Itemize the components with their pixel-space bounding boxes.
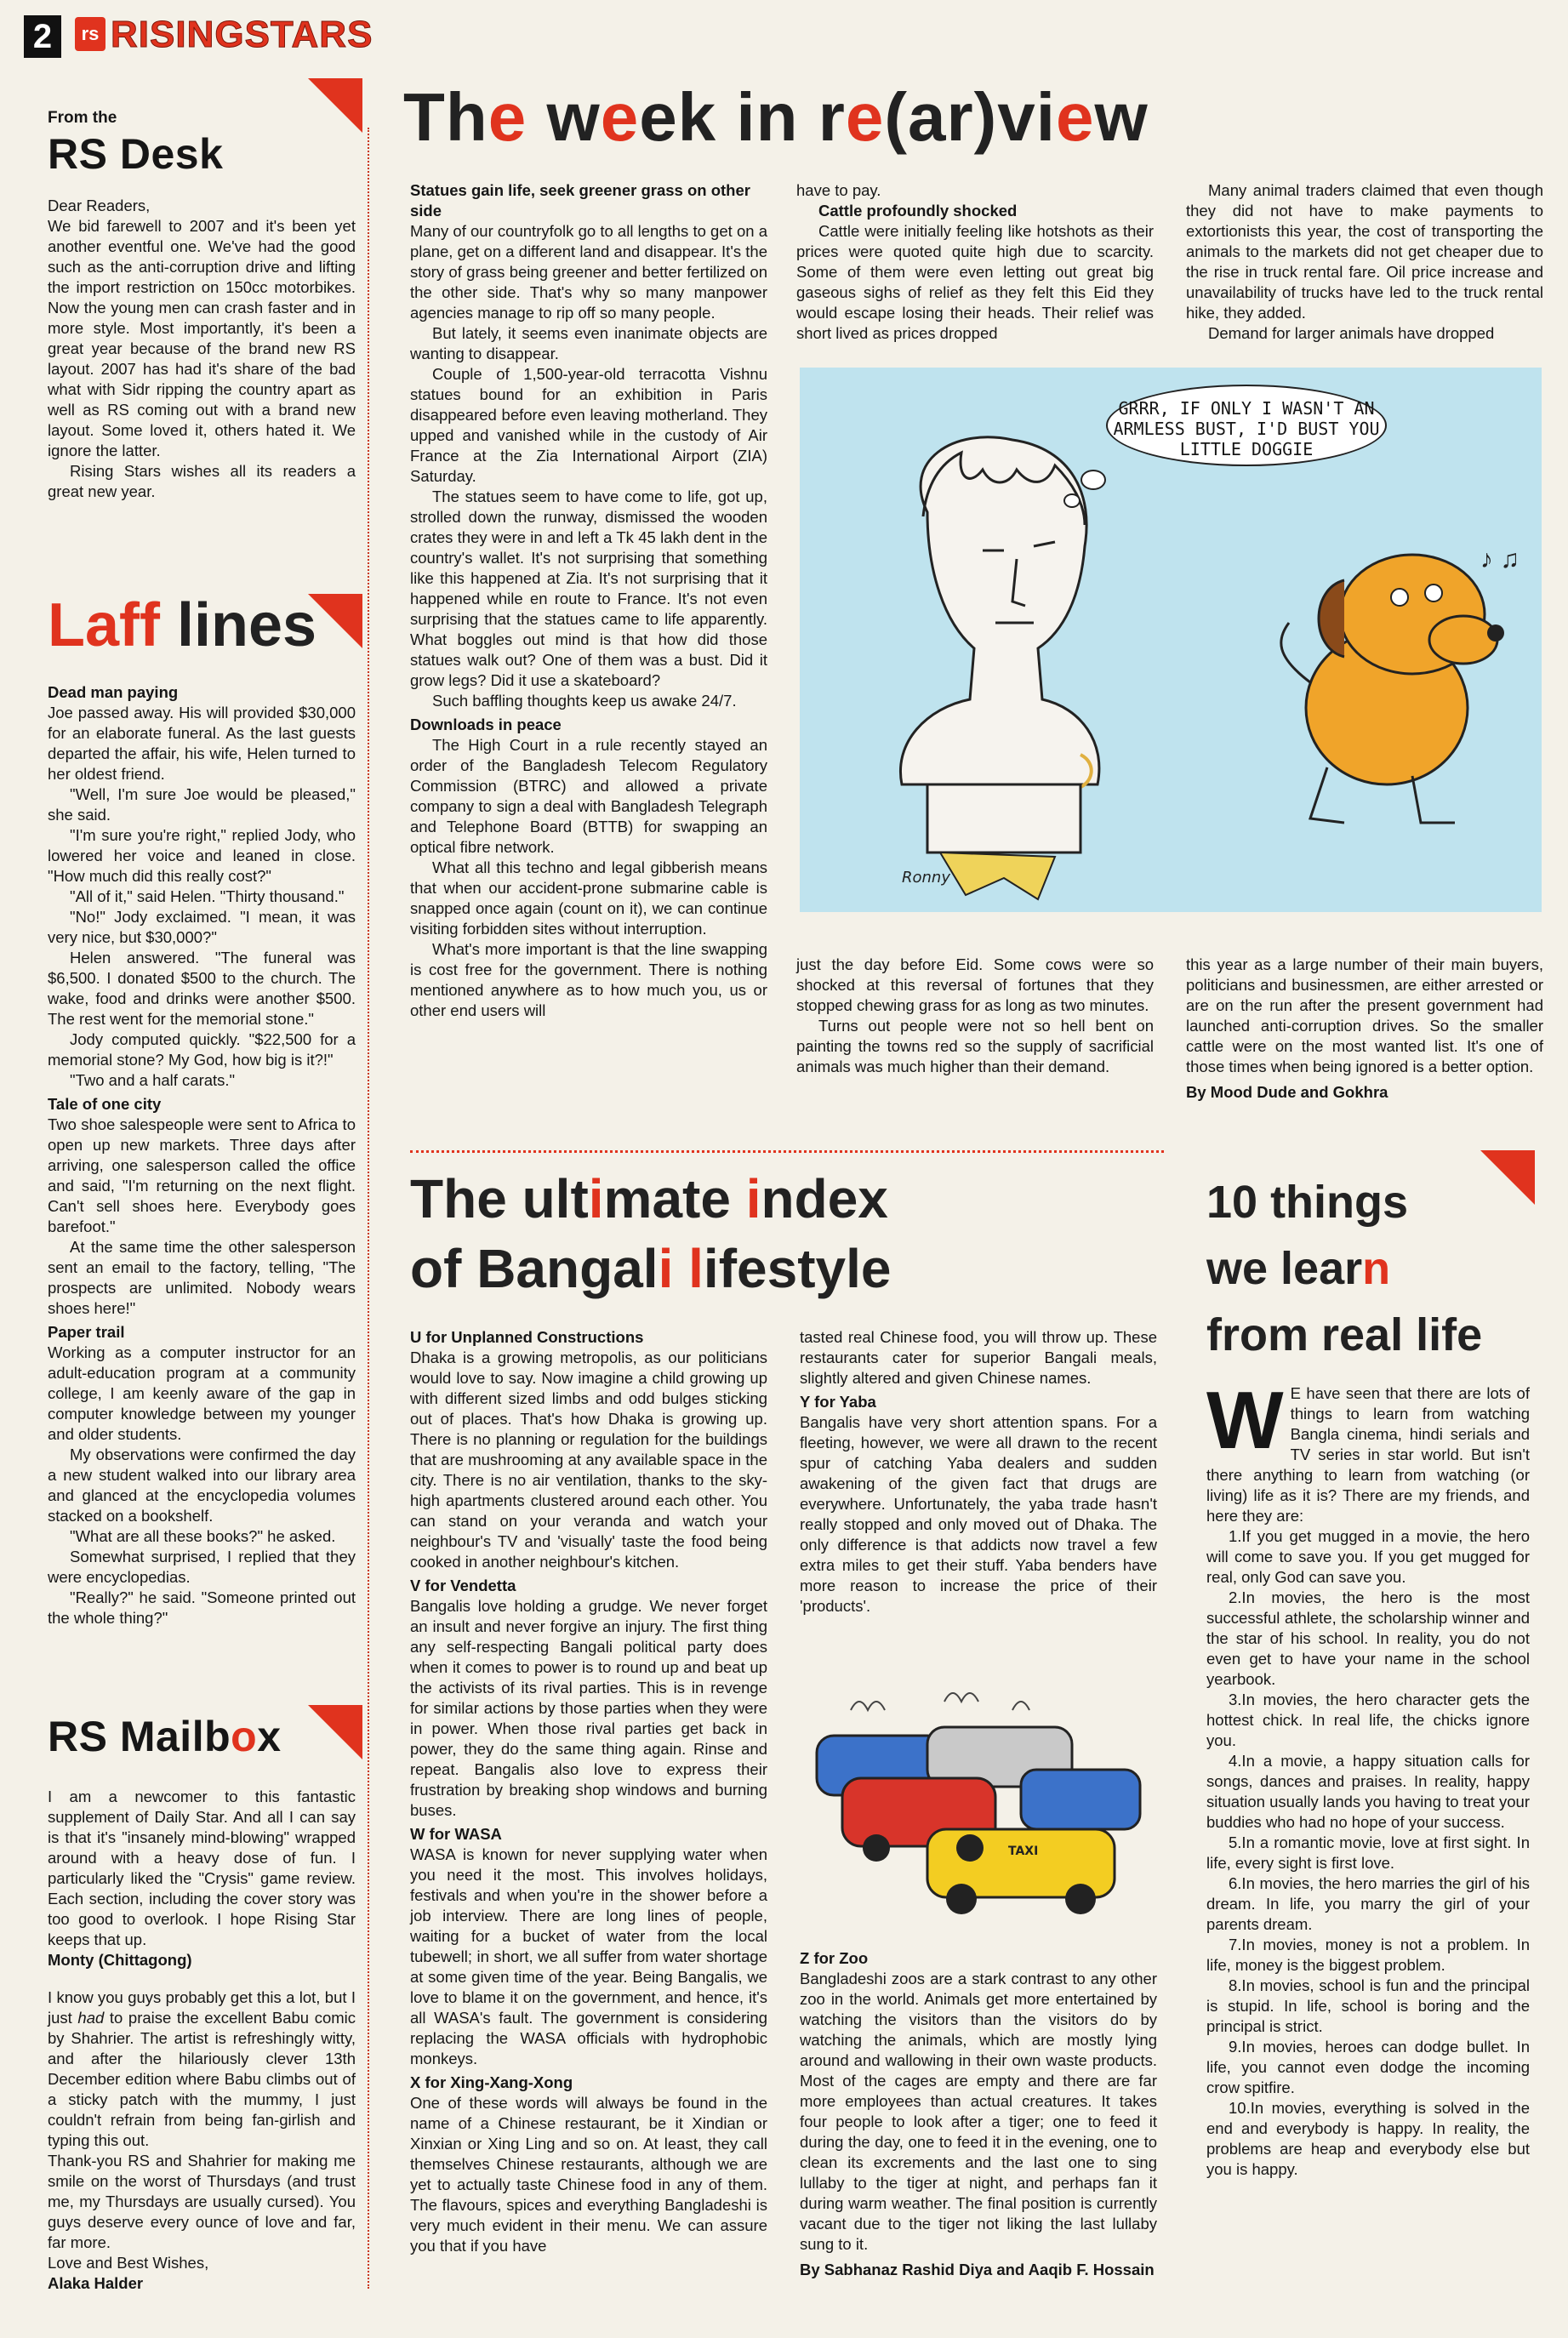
paragraph: WASA is known for never supplying water when you need it the most. This involves holidays, festivals and when you're in the shower before a job interview. There are long lines of people, waiting for a bucket of water from the local tubewell; in short, we all suffer from water shortage at some given time of the year. Being Bangalis, we love to blame it on the government, and hence, it's all WASA's fault. The government is considering replacing the WASA officials with hydrophobic monkeys. (410, 1845, 767, 2067)
title-part: x (257, 1713, 282, 1760)
paragraph: Bangladeshi zoos are a stark contrast to any other zoo in the world. Animals get more entertained by watching the visitors than the visitors do by watching the animals, which are mostly lying around and wallowing in their own waste products. Most of the cages are empty and there are far more employees than actual creatures. It takes four people to look after a tiger; one to feed it during the day, one to feed it in the evening, one to clean its excrements and the last one to sing lullaby to the tiger at night, and perhaps fan it during warm weather. The final position is currently vacant due to the tiger not liking the last lullaby sung to it. (800, 1970, 1157, 2253)
week-col-1 (410, 180, 767, 1021)
title-part: i (588, 1168, 604, 1229)
rs-desk-kicker: From the (48, 109, 117, 127)
masthead: RISINGSTARS (111, 14, 373, 55)
paragraph: One of these words will always be found in the name of a Chinese restaurant, be it Xindian or Xinxian or Xing Ling and so on. At least, they call themselves Chinese restaurants, although we are yet to actually taste Chinese food in any of them. The flavours, spices and everything Bangladeshi is very much evident in their menu. We can assure you that if you have (410, 2094, 767, 2255)
title-part: (ar)vi (884, 79, 1056, 155)
index-title (410, 1164, 891, 1303)
letter-paragraph: Thank-you RS and Shahrier for making me smile on the worst of Thursdays (and trust me, my Thursdays are usually cursed). You guys deserve every ounce of love and far, far more. (48, 2152, 356, 2251)
cartoonist-signature: Ronny (902, 869, 950, 887)
paragraph: just the day before Eid. Some cows were so shocked at this reversal of fortunes that they stopped chewing grass for as long as two minutes. (796, 955, 1154, 1014)
letter-closing: Love and Best Wishes, (48, 2254, 209, 2272)
text-run: E have seen that there are lots of things to learn from watching Bangla cinema, hindi serials and TV series in star world. But isn't there anything to learn from watching (or living) life as it is? There are my friends, and here they are: (1206, 1384, 1530, 1525)
section-divider (410, 1150, 1164, 1153)
drop-cap: W (1206, 1375, 1284, 1466)
list-item: 4.In a movie, a happy situation calls for songs, dances and praises. In reality, happy situation usually lands you having to treat your buddies who had no hope of your success. (1206, 1752, 1530, 1831)
text-run: to praise the excellent Babu comic by Shahrier. The artist is refreshingly witty, and after the hilariously clever 13th December edition where Babu climbs out of a sticky patch with the mummy, I just couldn't refrain from being fan-girlish and typing this out. (48, 2009, 356, 2149)
title-part: Th (403, 79, 488, 155)
paragraph: "All of it," said Helen. "Thirty thousand." (70, 887, 345, 905)
emphasis: had (77, 2009, 105, 2027)
title-part: e (1055, 79, 1095, 155)
title-line (410, 1234, 891, 1303)
joke-heading: Tale of one city (48, 1095, 162, 1113)
laff-lines-title (48, 590, 316, 660)
paragraph: "Really?" he said. "Someone printed out the whole thing?" (48, 1588, 356, 1627)
title-part: The ult (410, 1168, 589, 1229)
list-item: 3.In movies, the hero character gets the hottest chick. In real life, the chicks ignore you. (1206, 1691, 1530, 1749)
index-col-2-bottom (800, 1948, 1157, 2280)
story-heading: Cattle profoundly shocked (818, 202, 1018, 220)
dog-ear (1319, 580, 1344, 657)
title-part: w (1094, 79, 1149, 155)
ten-things-title (1206, 1169, 1482, 1368)
story-heading: Statues gain life, seek greener grass on other side (410, 181, 750, 220)
paragraph: Two shoe salespeople were sent to Africa to open up new markets. Three days after arriving, one salesperson called the office and said, "I'm returning on the next flight. Can't sell shoes here. Everybody goes barefoot." (48, 1115, 356, 1235)
paragraph: Couple of 1,500-year-old terracotta Vishnu statues bound for an exhibition in Paris disappeared before even leaving motherland. They upped and vanished while in the custody of Air France at the Zia International Airport (ZIA) Saturday. (410, 365, 767, 485)
index-heading: Y for Yaba (800, 1393, 876, 1411)
letter-signature: Monty (Chittagong) (48, 1951, 192, 1969)
page-number: 2 (24, 15, 61, 58)
title-part: w (527, 79, 601, 155)
index-col-1 (410, 1327, 767, 2256)
paragraph: At the same time the other salesperson sent an email to the factory, telling, "The prospects are unlimited. Nobody wears shoes here!" (48, 1238, 356, 1317)
intro-paragraph (1206, 1375, 1530, 1526)
paragraph: "I'm sure you're right," replied Jody, who lowered her voice and leaned in close. "How much did this really cost?" (48, 826, 356, 885)
paragraph: Dear Readers, (48, 197, 151, 214)
wheel (956, 1834, 984, 1862)
motion-scribbles (851, 1693, 1029, 1710)
title-part: we lear (1206, 1243, 1363, 1294)
bust-pedestal (927, 784, 1080, 853)
car-blue-rear (1021, 1770, 1140, 1829)
title-part: l (688, 1238, 704, 1299)
letter-paragraph: I am a newcomer to this fantastic supplement of Daily Star. And all I can say is that it's "insanely mind-blowing" wrapped around with a heavy dose of fun. I particularly liked the "Crysis" game review. Each section, including the cover story was too good to overlook. I hope Rising Star keeps that up. (48, 1788, 356, 1948)
red-corner-marker (1480, 1150, 1535, 1205)
paragraph: "What are all these books?" he asked. (70, 1527, 336, 1545)
paragraph: But lately, it seems even inanimate objects are wanting to disappear. (410, 324, 767, 362)
title-part: i (658, 1238, 674, 1299)
paragraph: What all this techno and legal gibberish means that when our accident-prone submarine cable is snapped once again (count on it), we can continue visiting forbidden sites without interruption. (410, 858, 767, 938)
index-col-2-top (800, 1327, 1157, 1617)
list-item: 10.In movies, everything is solved in the end and everybody is happy. In reality, the problems are heap and everybody else but you is happy. (1206, 2099, 1530, 2178)
list-item: 1.If you get mugged in a movie, the hero will come to save you. If you get mugged for real, only God can save you. (1206, 1527, 1530, 1586)
paragraph: The statues seem to have come to life, got up, strolled down the runway, dismissed the wooden crates they were in and left a Tk 45 lakh dent in the country's wallet. It's not surprising that something like this happened at Zia. It's not surprising that it happened while en route to France. It's not even surprising that the statues came to life apparently. What boggles out mind is that how did those statues walk out? One of them was a bust. Did it grow legs? Did it use a skateboard? (410, 488, 767, 689)
byline: By Mood Dude and Gokhra (1186, 1083, 1388, 1101)
paragraph: Helen answered. "The funeral was $6,500. I donated $500 to the church. The wake, food and drinks were another $500. The rest went for the memorial stone." (48, 949, 356, 1028)
week-col-2-top (796, 180, 1154, 344)
paragraph: Many of our countryfolk go to all lengths to get on a plane, get on a different land and disappear. It's the story of grass being greener and better fertilized on the other side. That's why so many manpower agencies manage to rip off so many people. (410, 222, 767, 322)
list-item: 2.In movies, the hero is the most successful athlete, the scholarship winner and the star of his school. In reality, you do not even get to have your name in the school yearbook. (1206, 1588, 1530, 1688)
title-part: o (231, 1713, 258, 1760)
text-run: I know you guys probably get this a lot, but I just (48, 1988, 356, 2027)
title-part: lines (159, 591, 317, 659)
paragraph: "Two and a half carats." (70, 1071, 236, 1089)
joke-heading: Dead man paying (48, 683, 179, 701)
paragraph: Such baffling thoughts keep us awake 24/7. (432, 692, 737, 710)
index-heading: X for Xing-Xang-Xong (410, 2073, 573, 2091)
paragraph: Rising Stars wishes all its readers a great new year. (48, 462, 356, 500)
title-part: e (845, 79, 885, 155)
paragraph: Many animal traders claimed that even though they did not have to make payments to extortionists this year, the cost of transporting the animals to the markets did not get cheaper due to the rise in truck rental fare. Oil price increase and unavailability of trucks have led to the truck rental hike, they added. (1186, 181, 1543, 322)
joke-heading: Paper trail (48, 1323, 125, 1341)
letter-paragraph (48, 1987, 356, 2151)
index-heading: Z for Zoo (800, 1949, 869, 1967)
rs-mailbox-title (48, 1712, 282, 1761)
paragraph: The High Court in a rule recently stayed an order of the Bangladesh Telecom Regulatory Commission (BTRC) and allowed a private company to sign a deal with Bangladesh Telegraph and Telephone Board (BTTB) for swapping an optical fibre network. (410, 736, 767, 856)
paragraph: Working as a computer instructor for an adult-education program at a community college, I am keenly aware of the gap in computer knowledge between my younger and older students. (48, 1343, 356, 1443)
paragraph: Jody computed quickly. "$22,500 for a memorial stone? My God, how big is it?!" (48, 1030, 356, 1069)
title-part: e (600, 79, 640, 155)
paragraph: We bid farewell to 2007 and it's been yet another eventful one. We've had the good such as the anti-corruption drive and lifting the import restriction on 150cc motorbikes. Now the young men can crash faster and in more style. Most importantly, it's been a great year because of the brand new RS layout. 2007 has had it's share of the bad what with Sidr ripping the country apart as well as RS coming out with a brand new layout. Some loved it, others hated it. We ignore the latter. (48, 217, 356, 459)
title-part: n (1362, 1243, 1391, 1294)
story-heading: Downloads in peace (410, 716, 562, 733)
list-item: 7.In movies, money is not a problem. In life, money is the biggest problem. (1206, 1936, 1530, 1974)
list-item: 8.In movies, school is fun and the principal is stupid. In life, school is boring and the principal is strict. (1206, 1976, 1530, 2035)
paragraph: My observations were confirmed the day a new student walked into our library area and glanced at the encyclopedia volumes stacked on a bookshelf. (48, 1446, 356, 1525)
paragraph: Dhaka is a growing metropolis, as our politicians would love to say. Now imagine a child growing up with different sized limbs and odd bulges sticking out of places. That's how Dhaka is growing up. There is no planning or regulation for the buildings that are mushrooming at any available space in the city. There is no air ventilation, thanks to the sky-high apartments clustered around each other. You can stand on your veranda and watch your neighbour's TV and 'visually' taste the food being cooked in another neighbour's kitchen. (410, 1349, 767, 1571)
dog-tail (1281, 623, 1310, 682)
week-col-3-top (1186, 180, 1543, 344)
title-part: mate (603, 1168, 746, 1229)
dog-nose (1487, 624, 1504, 642)
rs-desk-body (48, 196, 356, 502)
title-line (410, 1164, 891, 1234)
rs-desk-title: RS Desk (48, 130, 224, 178)
week-title (403, 78, 1149, 157)
paragraph: Bangalis love holding a grudge. We never forget an insult and never forgive an injury. The first thing any self-respecting Bangali political party does when it comes to power is to round up and beat up the activists of its rival parties. This is in revenge for similar actions by those parties when they were in power. When those rival parties get back in power, they do the same thing again. Rinse and repeat. Bangalis also love to express their frustration by breaking shop windows and burning buses. (410, 1597, 767, 1819)
paragraph: What's more important is that the line swapping is cost free for the government. There is nothing mentioned anywhere as to how much you, us or other end users will (410, 940, 767, 1019)
list-item: 9.In movies, heroes can dodge bullet. In life, you cannot even dodge the incoming crow spitfire. (1206, 2038, 1530, 2096)
letter-signature: Alaka Halder (48, 2274, 144, 2292)
paragraph: have to pay. (796, 181, 881, 199)
index-heading: W for WASA (410, 1825, 502, 1843)
thought-bubble: GRRR, IF ONLY I WASN'T AN ARMLESS BUST, I'D BUST YOU LITTLE DOGGIE (1106, 385, 1387, 466)
logo-mark: rs (75, 17, 105, 51)
taxi-label: TAXI (1008, 1845, 1039, 1858)
mailbox-body (48, 1787, 356, 2294)
paragraph: Turns out people were not so hell bent on painting the towns red so the supply of sacrificial animals was much higher than their demand. (796, 1017, 1154, 1075)
paragraph: "No!" Jody exclaimed. "I mean, it was very nice, but $30,000?" (48, 908, 356, 946)
red-corner-marker (308, 1705, 362, 1759)
paragraph: "Well, I'm sure Joe would be pleased," she said. (48, 785, 356, 824)
paragraph: Somewhat surprised, I replied that they were encyclopedias. (48, 1548, 356, 1586)
ten-things-body (1206, 1375, 1530, 2180)
paragraph: Joe passed away. His will provided $30,000 for an elaborate funeral. As the last guests departed the affair, his wife, Helen turned to her oldest friend. (48, 704, 356, 783)
traffic-cartoon (800, 1685, 1157, 1923)
title-line: 10 things (1206, 1177, 1409, 1228)
paragraph: Demand for larger animals have dropped (1208, 324, 1495, 342)
title-part: ndex (761, 1168, 888, 1229)
sidebar-rule (368, 128, 369, 2289)
title-part: i (745, 1168, 761, 1229)
thought-dot (1080, 470, 1106, 490)
title-part: ek in r (639, 79, 846, 155)
paragraph: Cattle were initially feeling like hotshots as their prices were quoted quite high due to scarcity. Some of them were even letting out great big gaseous sighs of relief as they felt this Eid they would escape losing their heads. Their relief was short lived as prices dropped (796, 222, 1154, 342)
dog-snout (1429, 616, 1497, 664)
title-part: e (488, 79, 527, 155)
week-col-2-bottom (796, 955, 1154, 1077)
paragraph: tasted real Chinese food, you will throw up. These restaurants cater for superior Bangali meals, slightly altered and given Chinese names. (800, 1328, 1157, 1387)
index-heading: U for Unplanned Constructions (410, 1328, 644, 1346)
title-part: of Bangal (410, 1238, 659, 1299)
wheel (863, 1834, 890, 1862)
list-item: 5.In a romantic movie, love at first sight. In life, every sight is first love. (1206, 1833, 1530, 1872)
paragraph: this year as a large number of their main buyers, politicians and businessmen, are either arrested or are on the run after the present government had launched anti-corruption drives. So the smaller cattle were on the most wanted list. It's one of those times when being ignored is a better option. (1186, 955, 1543, 1075)
red-corner-marker (308, 78, 362, 133)
wheel (1065, 1884, 1096, 1914)
title-part (673, 1238, 688, 1299)
title-line (1206, 1235, 1482, 1302)
title-part: RS Mailb (48, 1713, 231, 1760)
music-notes: ♪ ♫ (1480, 545, 1520, 573)
paragraph: Bangalis have very short attention spans. For a fleeting, however, we were all drawn to the recent spur of catching Yaba dealers and sudden awakening of the given fact that drugs are everywhere. Unfortunately, the yaba trade hasn't really stopped and only moved out of Dhaka. The only difference is that addicts now travel a few extra miles to get their stuff. Yaba benders have more reason to increase the price of their 'products'. (800, 1413, 1157, 1615)
bust-dog-cartoon (800, 368, 1542, 912)
title-part: ifestyle (703, 1238, 892, 1299)
index-heading: V for Vendetta (410, 1577, 516, 1594)
traffic-drawing (800, 1685, 1157, 1923)
title-part: Laff (48, 591, 160, 659)
dog-eye (1425, 584, 1442, 602)
title-line: from real life (1206, 1309, 1483, 1360)
wheel (946, 1884, 977, 1914)
laff-lines-body (48, 679, 356, 1628)
dog-eye (1391, 589, 1408, 606)
byline: By Sabhanaz Rashid Diya and Aaqib F. Hossain (800, 2261, 1155, 2278)
week-col-3-bottom (1186, 955, 1543, 1103)
thought-dot (1063, 493, 1080, 508)
list-item: 6.In movies, the hero marries the girl of his dream. In life, you marry the girl of your parents dream. (1206, 1874, 1530, 1933)
pedestal-drip (940, 853, 1055, 899)
